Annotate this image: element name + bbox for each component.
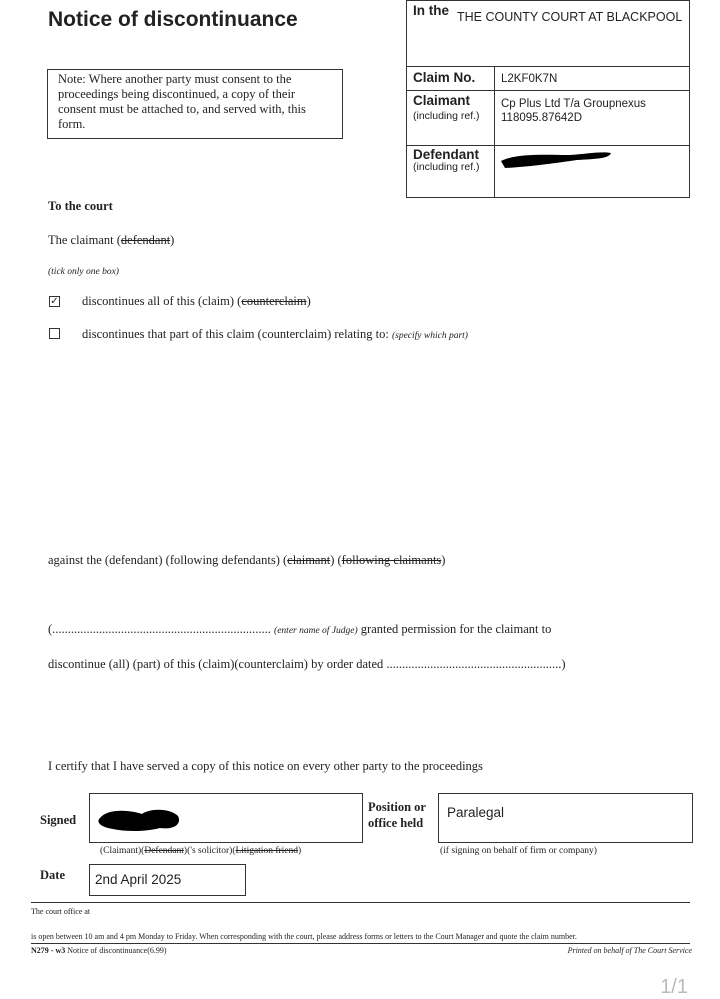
court-details-panel <box>406 0 690 198</box>
signature-redaction <box>94 806 184 832</box>
footer-divider <box>31 902 690 903</box>
claimant-ref-hint: (including ref.) <box>413 110 480 122</box>
defendant-redaction <box>497 147 617 173</box>
claimant-ref: 118095.87642D <box>501 112 582 124</box>
court-name: THE COUNTY COURT AT BLACKPOOL <box>457 10 683 24</box>
position-label: Position or office held <box>368 800 426 830</box>
judge-permission-line: (...................................................................... (enter name of Judge) granted permission for the claimant to <box>48 622 552 636</box>
in-the-label: In the <box>413 3 449 18</box>
signature-field[interactable] <box>89 793 363 843</box>
signer-role-caption: (Claimant)(Defendant)('s solicitor)(Litigation friend) <box>100 846 302 856</box>
claimant-label: Claimant <box>413 93 471 108</box>
defendant-label: Defendant <box>413 147 480 162</box>
claim-number: L2KF0K7N <box>501 73 558 85</box>
position-field[interactable]: Paralegal <box>438 793 693 843</box>
to-the-court-heading: To the court <box>48 199 113 213</box>
claimant-name: Cp Plus Ltd T/a Groupnexus <box>501 98 646 110</box>
claimant-statement: The claimant (defendant) <box>48 233 175 247</box>
consent-note: Note: Where another party must consent to the proceedings being discontinued, a copy of their consent must be attached to, and served with, this form. <box>47 69 343 139</box>
tick-hint: (tick only one box) <box>48 267 119 277</box>
defendant-ref-hint: (including ref.) <box>413 161 480 173</box>
date-field[interactable]: 2nd April 2025 <box>89 864 246 896</box>
footer-divider-2 <box>31 943 690 944</box>
discontinue-all-label: discontinues all of this (claim) (counterclaim) <box>82 294 311 308</box>
court-office-line: The court office at <box>31 907 91 916</box>
against-statement: against the (defendant) (following defendants) (claimant) (following claimants) <box>48 553 446 567</box>
position-caption: (if signing on behalf of firm or company) <box>440 846 597 856</box>
date-label: Date <box>40 868 65 882</box>
printed-by: Printed on behalf of The Court Service <box>567 946 692 955</box>
form-title: Notice of discontinuance <box>48 8 298 31</box>
discontinue-part-label: discontinues that part of this claim (counterclaim) relating to: (specify which part) <box>82 327 468 341</box>
claim-no-label: Claim No. <box>413 70 476 85</box>
discontinue-all-checkbox[interactable]: ✓ <box>50 296 59 307</box>
certify-statement: I certify that I have served a copy of this notice on every other party to the proceedings <box>48 759 483 773</box>
form-reference: N279 - w3 Notice of discontinuance(6.99) <box>31 946 167 955</box>
office-hours-line: is open between 10 am and 4 pm Monday to Friday. When corresponding with the court, please address forms or letters to the Court Manager and quote the claim number. <box>31 932 577 941</box>
discontinue-part-checkbox[interactable] <box>49 328 60 339</box>
signed-label: Signed <box>40 813 77 827</box>
page-number: 1/1 <box>660 976 688 998</box>
order-date-line: discontinue (all) (part) of this (claim)(counterclaim) by order dated ........................................................) <box>48 657 566 671</box>
